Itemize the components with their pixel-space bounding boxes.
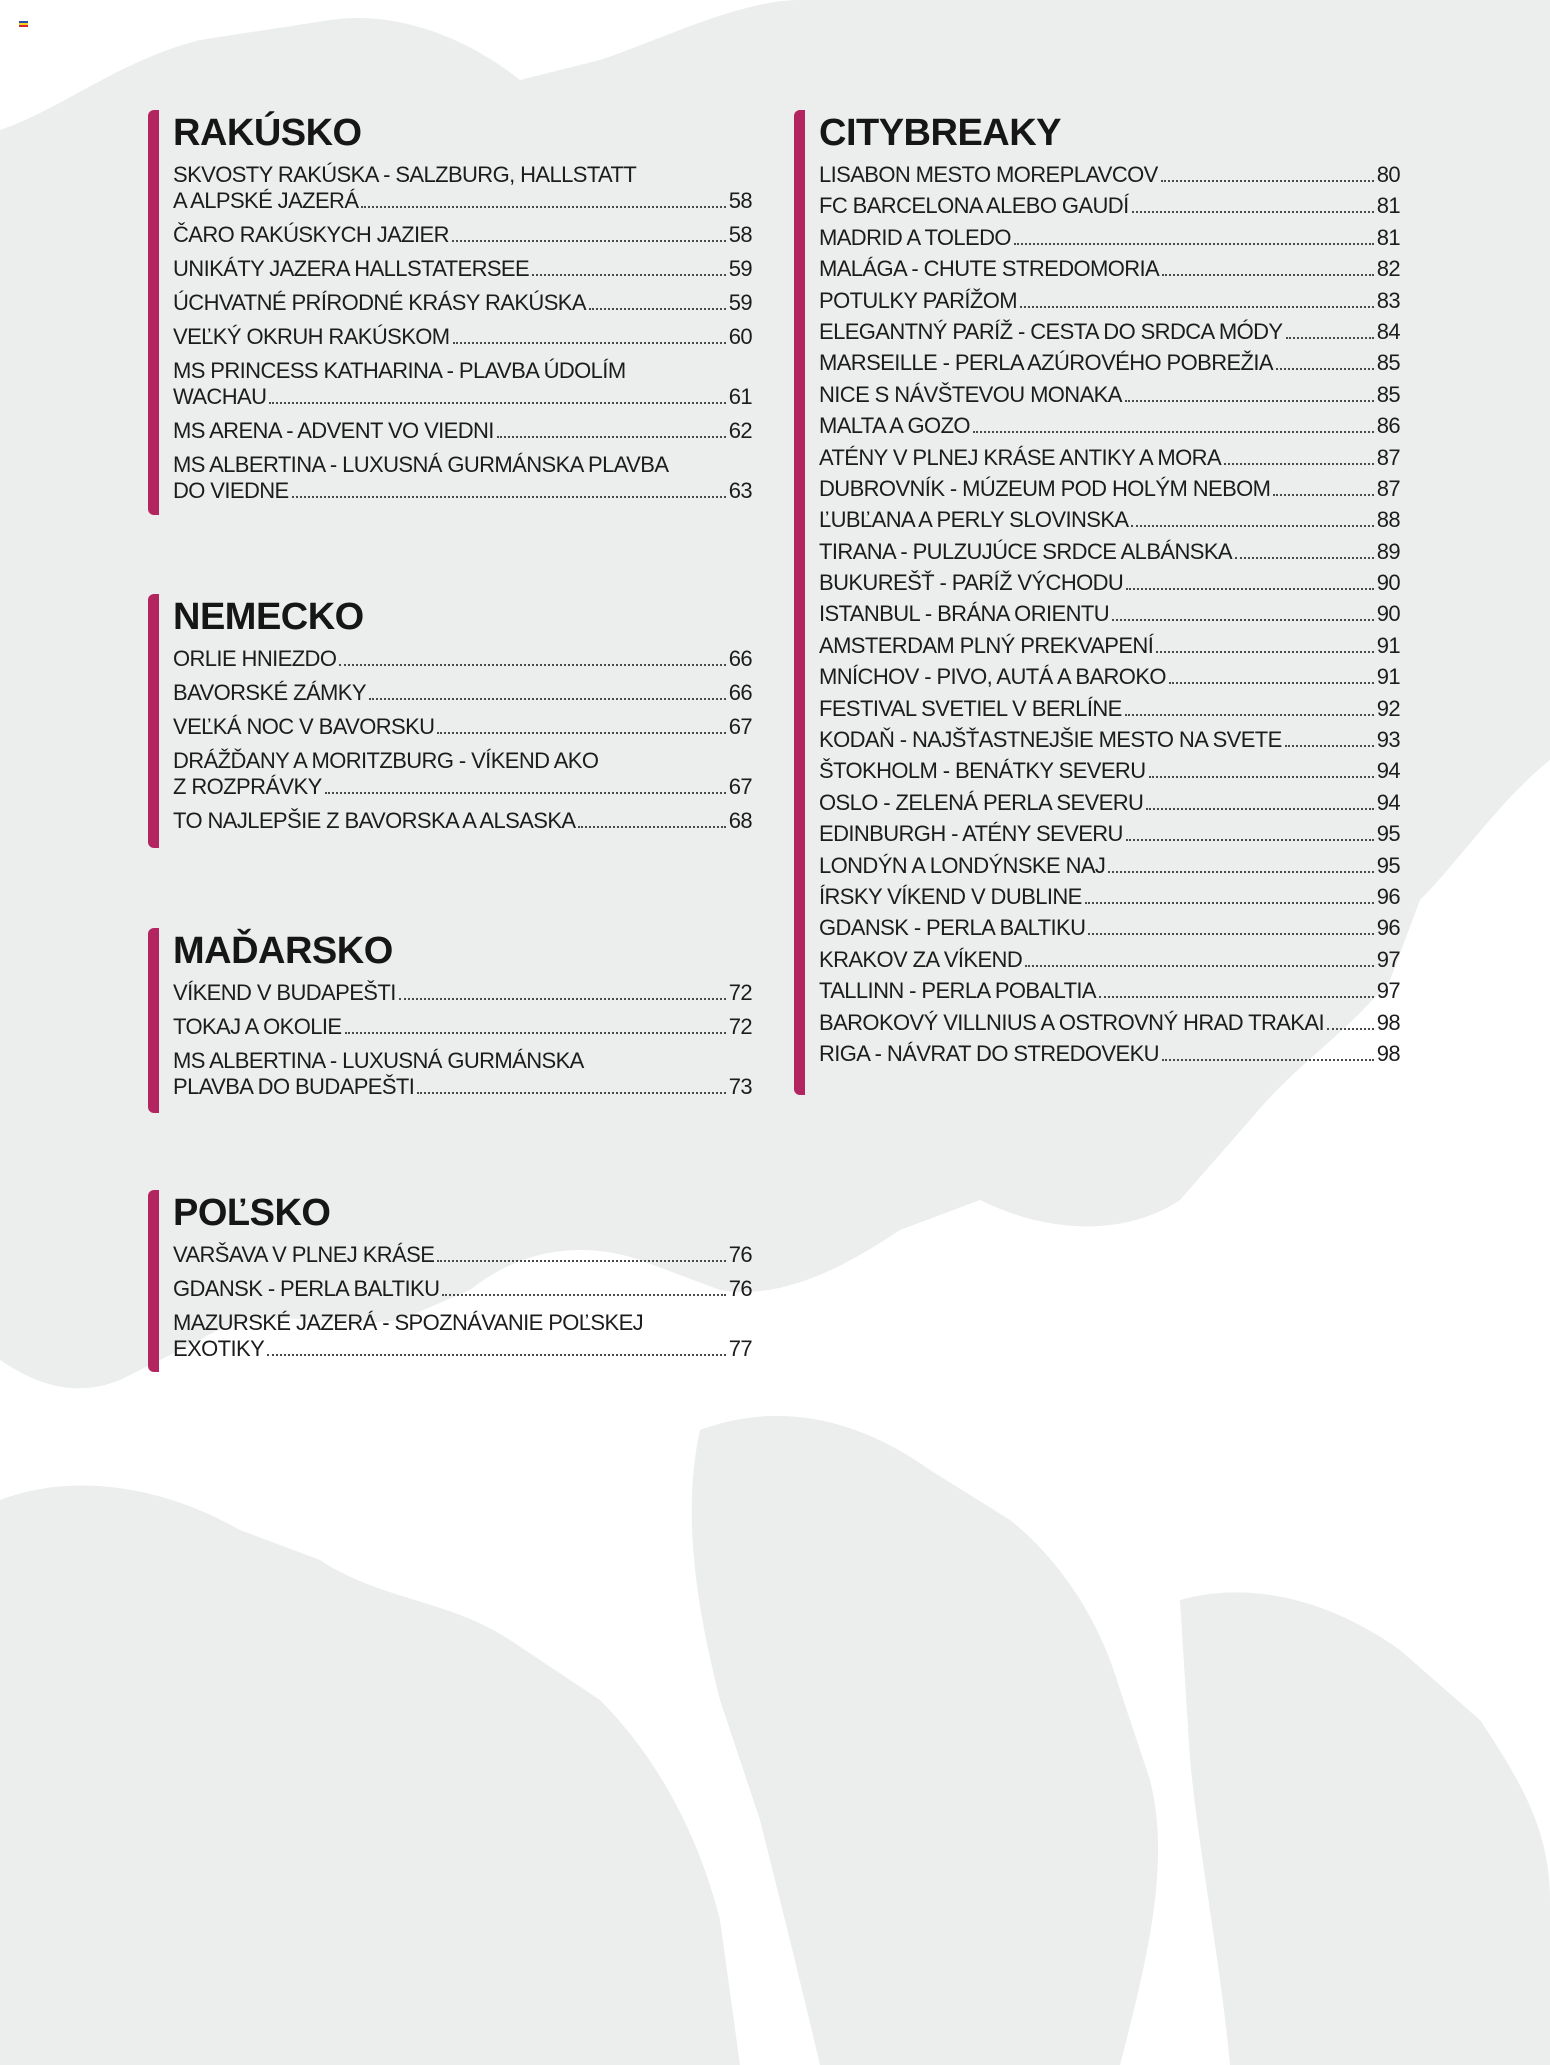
toc-entry [819,790,1400,816]
toc-entry [819,476,1400,502]
flag-icon [19,21,28,27]
toc-entry-title: UNIKÁTY JAZERA HALLSTATERSEE [173,256,530,281]
page-number: 85 [1376,350,1400,376]
toc-entry-title: EDINBURGH - ATÉNY SEVERU [819,821,1123,847]
toc-entry-title: ČARO RAKÚSKYCH JAZIER [173,222,449,247]
toc-list [819,162,1400,1067]
section-title: NEMECKO [173,596,364,638]
toc-entry [819,225,1400,251]
toc-entry-title-line: DRÁŽĎANY A MORITZBURG - VÍKEND AKO [173,748,599,773]
toc-entry-title: BAROKOVÝ VILLNIUS A OSTROVNÝ HRAD TRAKAI [819,1009,1324,1035]
toc-entry-title: KODAŇ - NAJŠŤASTNEJŠIE MESTO NA SVETE [819,727,1282,753]
toc-entry [819,821,1400,847]
page-number: 97 [1376,978,1400,1004]
page-number: 80 [1376,162,1400,187]
toc-entry [819,162,1400,188]
dot-leader [1099,996,1374,998]
toc-entry-title: PLAVBA DO BUDAPEŠTI [173,1074,415,1099]
toc-entry-line [819,256,1400,282]
dot-leader [578,826,725,828]
toc-entry-title: FC BARCELONA ALEBO GAUDÍ [819,193,1129,219]
page-number: 81 [1376,193,1400,219]
page-number: 82 [1376,256,1400,282]
dot-leader [1014,243,1374,245]
dot-leader [1224,463,1374,465]
toc-entry-title: ELEGANTNÝ PARÍŽ - CESTA DO SRDCA MÓDY [819,318,1283,344]
toc-entry-title: MS ARENA - ADVENT VO VIEDNI [173,418,494,443]
page-number: 67 [728,714,752,739]
toc-entry-title: ĽUBĽANA A PERLY SLOVINSKA [819,507,1129,533]
toc-entry [819,319,1400,345]
page-number: 76 [728,1276,752,1301]
toc-entry-line [819,790,1400,816]
dot-leader [1132,211,1374,213]
toc-entry [819,853,1400,879]
toc-entry-title: AMSTERDAM PLNÝ PREKVAPENÍ [819,632,1154,658]
toc-entry [819,1010,1400,1036]
dot-leader [1162,1059,1374,1061]
toc-entry-title: MADRID A TOLEDO [819,224,1011,250]
page-number: 96 [1376,883,1400,909]
page-number: 83 [1376,287,1400,313]
toc-entry-title: GDANSK - PERLA BALTIKU [819,915,1086,941]
toc-entry [173,418,752,444]
dot-leader [417,1092,725,1094]
dot-leader [1146,808,1373,810]
toc-entry [173,358,752,410]
toc-entry-title: TO NAJLEPŠIE Z BAVORSKA A ALSASKA [173,808,576,833]
dot-leader [369,698,726,700]
toc-entry-title: MNÍCHOV - PIVO, AUTÁ A BAROKO [819,664,1166,690]
toc-entry-line [173,222,752,248]
toc-entry [819,758,1400,784]
toc-entry-title: MALTA A GOZO [819,413,970,439]
toc-entry-title: LISABON MESTO MOREPLAVCOV [819,162,1158,187]
toc-entry [173,452,752,504]
toc-entry-line [819,193,1400,219]
page-number: 96 [1376,915,1400,941]
toc-entry-line [819,696,1400,722]
page-number: 95 [1376,821,1400,847]
dot-leader [1112,619,1374,621]
dot-leader [1286,337,1374,339]
toc-entry-line [819,476,1400,502]
dot-leader [1169,682,1374,684]
toc-entry-line [819,1041,1400,1067]
toc-entry-title: Z ROZPRÁVKY [173,774,322,799]
page-number: 68 [728,808,752,833]
page-number: 92 [1376,695,1400,721]
dot-leader [345,1032,726,1034]
dot-leader [1131,525,1373,527]
toc-entry-line [173,714,752,740]
toc-entry-title: MALÁGA - CHUTE STREDOMORIA [819,256,1160,282]
page-number: 61 [728,384,752,409]
toc-entry [173,1276,752,1302]
page-number: 60 [728,324,752,349]
toc-entry-line [173,1242,752,1268]
toc-entry-line [819,507,1400,533]
toc-entry-title: TALLINN - PERLA POBALTIA [819,978,1096,1004]
toc-entry-title: KRAKOV ZA VÍKEND [819,946,1023,972]
toc-entry-title: TIRANA - PULZUJÚCE SRDCE ALBÁNSKA [819,538,1232,564]
toc-entry [173,680,752,706]
toc-entry-title: VEĽKÝ OKRUH RAKÚSKOM [173,324,450,349]
toc-entry [173,1242,752,1268]
toc-entry-line [819,570,1400,596]
toc-entry-title: ATÉNY V PLNEJ KRÁSE ANTIKY A MORA [819,444,1222,470]
toc-entry-title: VARŠAVA V PLNEJ KRÁSE [173,1242,435,1267]
toc-entry-line [819,853,1400,879]
toc-entry-line [819,382,1400,408]
toc-entry-title: ISTANBUL - BRÁNA ORIENTU [819,601,1109,627]
toc-entry-line [819,601,1400,627]
dot-leader [1085,902,1374,904]
dot-leader [399,998,726,1000]
toc-entry-title: VÍKEND V BUDAPEŠTI [173,980,396,1005]
toc-entry-title: FESTIVAL SVETIEL V BERLÍNE [819,695,1122,721]
page-number: 93 [1376,727,1400,753]
toc-entry [819,884,1400,910]
page-number: 87 [1376,475,1400,501]
toc-entry-title: OSLO - ZELENÁ PERLA SEVERU [819,789,1144,815]
toc-entry-line [819,445,1400,471]
toc-entry-line [819,884,1400,910]
page-number: 84 [1376,318,1400,344]
page-number: 91 [1376,664,1400,690]
dot-leader [973,431,1374,433]
dot-leader [325,792,726,794]
page-number: 58 [728,188,752,213]
dot-leader [1149,776,1374,778]
toc-entry-title-line: MS PRINCESS KATHARINA - PLAVBA ÚDOLÍM [173,358,626,383]
section-title: RAKÚSKO [173,112,362,154]
toc-entry-title-line: MS ALBERTINA - LUXUSNÁ GURMÁNSKA [173,1048,584,1073]
section-rakusko [148,110,752,515]
toc-entry-title: ŠTOKHOLM - BENÁTKY SEVERU [819,758,1146,784]
toc-entry-line [819,539,1400,565]
toc-entry-title: VEĽKÁ NOC V BAVORSKU [173,714,435,739]
toc-entry [819,382,1400,408]
dot-leader [452,240,726,242]
page-number: 59 [728,256,752,281]
dot-leader [1285,745,1374,747]
page-number: 72 [728,1014,752,1039]
dot-leader [453,342,726,344]
toc-entry-line [819,1010,1400,1036]
section-polsko [148,1190,752,1372]
toc-entry-line [173,1074,752,1100]
toc-entry-title: LONDÝN A LONDÝNSKE NAJ [819,852,1106,878]
toc-entry-line [173,680,752,706]
toc-entry-title-line: SKVOSTY RAKÚSKA - SALZBURG, HALLSTATT [173,162,637,187]
toc-entry [173,290,752,316]
section-nemecko [148,594,752,848]
dot-leader [589,308,726,310]
toc-list [173,980,752,1100]
dot-leader [1108,871,1373,873]
page-number: 98 [1376,1009,1400,1035]
toc-entry-title: DO VIEDNE [173,478,289,503]
page-number: 98 [1376,1040,1400,1066]
page-number: 62 [728,418,752,443]
dot-leader [1235,557,1374,559]
toc-entry-line [173,808,752,834]
page-number: 72 [728,980,752,1005]
dot-leader [1276,368,1374,370]
toc-entry [819,445,1400,471]
page-number: 97 [1376,946,1400,972]
toc-entry-line [819,162,1400,188]
toc-entry-line [819,350,1400,376]
toc-entry [819,570,1400,596]
dot-leader [437,1260,725,1262]
section-madarsko [148,928,752,1113]
toc-entry-title: WACHAU [173,384,267,409]
toc-entry-line [819,915,1400,941]
toc-entry [173,256,752,282]
toc-entry [819,978,1400,1004]
toc-entry-line [819,413,1400,439]
page-number: 87 [1376,444,1400,470]
toc-entry-line [173,418,752,444]
toc-entry-title: A ALPSKÉ JAZERÁ [173,188,359,213]
dot-leader [1126,839,1374,841]
toc-list [173,162,752,504]
dot-leader [1126,588,1373,590]
dot-leader [1162,274,1374,276]
toc-entry [819,539,1400,565]
dot-leader [1273,494,1373,496]
dot-leader [269,402,725,404]
toc-entry-title: MARSEILLE - PERLA AZÚROVÉHO POBREŽIA [819,350,1273,376]
toc-entry-title: RIGA - NÁVRAT DO STREDOVEKU [819,1040,1159,1066]
toc-entry [819,413,1400,439]
toc-entry [173,1014,752,1040]
toc-entry [819,507,1400,533]
toc-entry-title: ÚCHVATNÉ PRÍRODNÉ KRÁSY RAKÚSKA [173,290,586,315]
toc-entry-line [173,478,752,504]
dot-leader [1125,714,1374,716]
dot-leader [497,436,726,438]
toc-entry-line [173,774,752,800]
toc-entry [819,633,1400,659]
toc-entry [173,1310,752,1362]
toc-entry-line [173,188,752,214]
page-number: 73 [728,1074,752,1099]
toc-entry-line [819,319,1400,345]
page-number: 67 [728,774,752,799]
page-number: 86 [1376,413,1400,439]
toc-entry-title: GDANSK - PERLA BALTIKU [173,1276,440,1301]
page-number: 90 [1376,601,1400,627]
toc-entry [819,350,1400,376]
toc-entry [173,748,752,800]
page-number: 66 [728,646,752,671]
page-number: 94 [1376,789,1400,815]
dot-leader [267,1354,726,1356]
dot-leader [361,206,725,208]
toc-entry [819,601,1400,627]
toc-entry-line [173,1014,752,1040]
toc-list [173,1242,752,1362]
toc-entry [173,714,752,740]
dot-leader [437,732,725,734]
toc-entry-line [173,384,752,410]
toc-entry-line [173,646,752,672]
section-citybreaky [794,110,1400,1095]
toc-entry-line [819,727,1400,753]
toc-entry-title: ORLIE HNIEZDO [173,646,337,671]
dot-leader [1088,933,1373,935]
toc-entry [173,1048,752,1100]
section-title: MAĎARSKO [173,930,393,972]
toc-entry-line [173,1276,752,1302]
toc-entry-line [819,225,1400,251]
toc-list [173,646,752,834]
toc-entry-title-line: MAZURSKÉ JAZERÁ - SPOZNÁVANIE POĽSKEJ [173,1310,644,1335]
toc-entry-line [173,1336,752,1362]
page-number: 59 [728,290,752,315]
dot-leader [1161,180,1374,182]
page-number: 91 [1376,632,1400,658]
toc-entry [173,162,752,214]
toc-entry-title: TOKAJ A OKOLIE [173,1014,342,1039]
page-number: 88 [1376,507,1400,533]
toc-entry-title: DUBROVNÍK - MÚZEUM POD HOLÝM NEBOM [819,475,1271,501]
toc-entry [819,193,1400,219]
toc-entry [819,727,1400,753]
toc-entry-line [819,758,1400,784]
page-number: 81 [1376,224,1400,250]
toc-entry [173,324,752,350]
toc-entry-title: POTULKY PARÍŽOM [819,287,1018,313]
toc-entry [819,1041,1400,1067]
section-title: POĽSKO [173,1192,331,1234]
toc-entry-line [173,290,752,316]
toc-entry [819,288,1400,314]
toc-entry-line [819,821,1400,847]
page-number: 63 [728,478,752,503]
page-number: 95 [1376,852,1400,878]
page-number: 66 [728,680,752,705]
toc-entry-line [173,256,752,282]
page-number: 89 [1376,538,1400,564]
toc-entry [819,696,1400,722]
toc-entry [819,947,1400,973]
toc-entry [819,915,1400,941]
dot-leader [339,664,725,666]
toc-entry-title: BUKUREŠŤ - PARÍŽ VÝCHODU [819,570,1124,596]
dot-leader [292,496,726,498]
toc-entry-line [173,324,752,350]
toc-entry [819,256,1400,282]
toc-entry-title: NICE S NÁVŠTEVOU MONAKA [819,381,1122,407]
dot-leader [1020,306,1374,308]
toc-entry-line [819,633,1400,659]
toc-entry-line [173,980,752,1006]
page-number: 94 [1376,758,1400,784]
page-number: 76 [728,1242,752,1267]
toc-entry-title: BAVORSKÉ ZÁMKY [173,680,366,705]
dot-leader [532,274,726,276]
page-number: 58 [728,222,752,247]
dot-leader [1025,965,1374,967]
section-title: CITYBREAKY [819,112,1062,154]
toc-entry [819,664,1400,690]
toc-entry [173,222,752,248]
dot-leader [442,1294,725,1296]
dot-leader [1125,400,1374,402]
page-number: 85 [1376,381,1400,407]
toc-entry-title: ÍRSKY VÍKEND V DUBLINE [819,883,1082,909]
toc-entry-line [819,978,1400,1004]
toc-entry-title: EXOTIKY [173,1336,265,1361]
toc-entry-title-line: MS ALBERTINA - LUXUSNÁ GURMÁNSKA PLAVBA [173,452,669,477]
page-number: 77 [728,1336,752,1361]
page-number: 90 [1376,570,1400,596]
toc-entry [173,646,752,672]
toc-entry [173,980,752,1006]
dot-leader [1327,1028,1374,1030]
toc-entry-line [819,664,1400,690]
dot-leader [1156,651,1373,653]
toc-entry [173,808,752,834]
toc-entry-line [819,288,1400,314]
toc-entry-line [819,947,1400,973]
